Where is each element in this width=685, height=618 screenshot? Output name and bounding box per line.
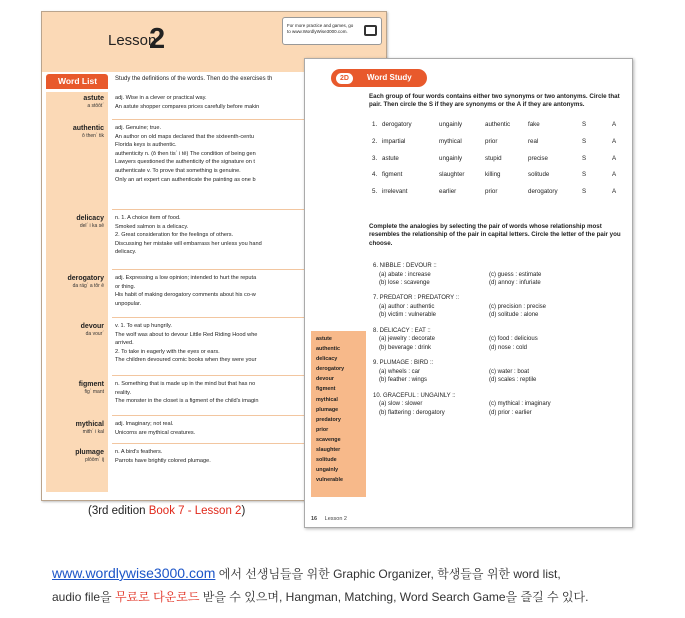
word-list-tab: Word List: [46, 74, 108, 89]
entry-word: authentic: [72, 125, 104, 132]
analogy-choice-d[interactable]: (d) scales : reptile: [489, 377, 537, 384]
entry-definition-line: 2. Great consideration for the feelings of others.: [115, 232, 234, 239]
word-study-tab: [331, 69, 427, 87]
entry-definition-line: n. 1. A choice item of food.: [115, 215, 181, 221]
caption-prefix: (3rd edition: [88, 505, 149, 517]
analogy-choice-a[interactable]: (a) slow : slower: [379, 401, 423, 408]
item-number: 1.: [372, 121, 378, 128]
description-line-1-text: 에서 선생님들을 위한 Graphic Organizer, 학생들을 위한 word list,: [215, 567, 561, 581]
choice-word[interactable]: astute: [382, 154, 399, 162]
edition-caption: [88, 505, 245, 517]
word-bank-item: authentic: [316, 346, 340, 353]
antonym-option[interactable]: A: [612, 154, 617, 162]
entry-word: derogatory: [67, 275, 104, 282]
word-study-page: [304, 58, 633, 528]
entry-word: delicacy: [76, 215, 104, 222]
word-bank-item: vulnerable: [316, 477, 343, 484]
word-bank-item: scavenge: [316, 436, 341, 443]
choice-word[interactable]: earlier: [439, 188, 457, 196]
analogy-choice-c[interactable]: (c) food : delicious: [489, 336, 538, 343]
entry-definition-line: Parrots have brightly colored plumage.: [115, 457, 211, 464]
entry-definition-line: His habit of making derogatory comments about his co-w: [115, 292, 256, 299]
entry-pronunciation: da räg´ a tôr ē: [72, 283, 104, 289]
choice-word[interactable]: prior: [485, 188, 498, 196]
entry-word: devour: [80, 323, 104, 330]
entry-definition-line: or thing.: [115, 283, 136, 290]
word-bank-item: ungainly: [316, 467, 339, 474]
analogy-choice-d[interactable]: (d) annoy : infuriate: [489, 280, 541, 286]
entry-pronunciation: fig´ mant: [84, 389, 104, 395]
item-number: 4.: [372, 171, 378, 179]
free-download-highlight: 무료로 다운로드: [114, 590, 200, 604]
choice-word[interactable]: solitude: [528, 171, 550, 179]
item-number: 5.: [372, 188, 378, 196]
analogy-choice-d[interactable]: (d) solitude : alone: [489, 312, 539, 319]
promo-line-2: to www.WordlyWise3000.com.: [287, 29, 348, 35]
synonym-option[interactable]: S: [582, 121, 587, 128]
description-line-2-b: 받을 수 있으며, Hangman, Matching, Word Search Game을 즐길 수 있다.: [199, 590, 589, 604]
word-study-title: Word Study: [367, 73, 412, 82]
description-line-2-a: audio file을: [52, 590, 115, 604]
analogy-stem: 9. PLUMAGE : BIRD ::: [373, 360, 434, 367]
analogy-choice-b[interactable]: (b) lose : scavenge: [379, 280, 430, 286]
analogy-instruction: Complete the analogies by selecting the pair of words whose relationship most resembles the relationship of the pair in capital letters. Circle the letter of the pair you choose.: [369, 223, 621, 247]
word-bank-item: mythical: [316, 396, 338, 403]
description-line-1: [52, 565, 561, 582]
entry-pronunciation: mith´ i kal: [82, 429, 104, 435]
entry-pronunciation: a stōōt´: [87, 103, 104, 109]
word-bank-item: plumage: [316, 406, 339, 413]
entry-pronunciation: da vour´: [85, 331, 104, 337]
lesson-number: 2: [149, 23, 166, 55]
analogy-stem: 10. GRACEFUL : UNGAINLY ::: [373, 392, 456, 399]
analogy-choice-c[interactable]: (c) water : boat: [489, 368, 530, 375]
analogy-choice-a[interactable]: (a) abate : increase: [379, 271, 431, 278]
synonym-option[interactable]: S: [582, 154, 587, 162]
analogy-stem: 6. NIBBLE : DEVOUR ::: [373, 263, 437, 269]
item-number: 2.: [372, 137, 378, 145]
entry-definition-line: adj. Genuine; true.: [115, 125, 162, 131]
entry-definition-line: The monster in the closet is a figment of the child's imagin: [115, 398, 259, 405]
synonym-instruction: Each group of four words contains either two synonyms or two antonyms. Circle that pair. Then circle the S if they are synonyms or the A if they are antonyms.: [369, 93, 620, 109]
entry-word: plumage: [75, 449, 104, 456]
entry-word: mythical: [75, 421, 104, 428]
promo-line-1: For more practice and games, go: [287, 23, 354, 28]
synonym-option[interactable]: S: [582, 171, 587, 179]
entry-definition-line: Only an art expert can authenticate the painting as one b: [115, 176, 256, 183]
word-list-instruction: Study the definitions of the words. Then do the exercises th: [115, 76, 273, 82]
analogy-choice-d[interactable]: (d) prior : earlier: [489, 409, 532, 416]
entry-definition-line: adj. Expressing a low opinion; intended to hurt the reputa: [115, 275, 257, 281]
entry-definition-line: authenticate v. To prove that something is genuine.: [115, 168, 241, 174]
word-bank-item: slaughter: [316, 447, 341, 454]
antonym-option[interactable]: A: [612, 188, 617, 196]
choice-word[interactable]: irrelevant: [382, 188, 408, 196]
analogy-stem: 7. PREDATOR : PREDATORY ::: [373, 295, 460, 302]
entry-word: astute: [83, 95, 104, 102]
lesson-label: Lesson: [108, 32, 157, 49]
entry-definition-line: adj. Imaginary; not real.: [115, 421, 174, 427]
description-line-2: [52, 588, 588, 605]
word-bank-item: solitude: [316, 457, 337, 464]
choice-word[interactable]: stupid: [485, 154, 502, 162]
choice-word[interactable]: ungainly: [439, 154, 463, 162]
analogy-choice-b[interactable]: (b) flattering : derogatory: [379, 409, 445, 416]
caption-suffix: ): [241, 505, 246, 517]
antonym-option[interactable]: A: [612, 137, 617, 145]
word-bank-item: astute: [316, 336, 332, 342]
analogy-choice-c[interactable]: (c) guess : estimate: [489, 271, 542, 278]
choice-word[interactable]: ungainly: [439, 121, 463, 128]
entry-definition-line: v. 1. To eat up hungrily.: [115, 323, 172, 329]
choice-word[interactable]: mythical: [439, 137, 462, 145]
choice-word[interactable]: slaughter: [439, 171, 465, 179]
entry-definition-line: arrived.: [115, 340, 134, 347]
analogy-choice-c[interactable]: (c) mythical : imaginary: [489, 401, 551, 408]
analogy-choice-a[interactable]: (a) wheels : car: [379, 368, 421, 375]
entry-definition-line: An author on old maps declared that the sixteenth-centu: [115, 133, 254, 140]
entry-definition-line: adj. Wise in a clever or practical way.: [115, 95, 207, 101]
entry-word: figment: [78, 381, 104, 388]
analogy-stem: 8. DELICACY : EAT ::: [373, 327, 431, 334]
entry-definition-line: reality.: [115, 389, 132, 396]
choice-word[interactable]: derogatory: [382, 121, 412, 128]
word-bank-item: derogatory: [316, 366, 345, 373]
entry-definition-line: delicacy.: [115, 249, 137, 256]
choice-word[interactable]: killing: [485, 171, 501, 179]
page-number: 16: [311, 516, 318, 522]
entry-definition-line: 2. To take in eagerly with the eyes or ears.: [115, 348, 220, 355]
synonym-option[interactable]: S: [582, 188, 587, 196]
choice-word[interactable]: fake: [528, 121, 540, 128]
right-page-footer: [311, 516, 347, 522]
analogy-choice-b[interactable]: (b) feather : wings: [379, 377, 428, 384]
item-number: 3.: [372, 154, 378, 162]
entry-definition-line: Unicorns are mythical creatures.: [115, 429, 196, 436]
entry-definition-line: n. A bird's feathers.: [115, 449, 163, 455]
analogy-choice-a[interactable]: (a) jewelry : decorate: [379, 336, 436, 343]
choice-word[interactable]: precise: [528, 154, 548, 162]
analogy-choice-b[interactable]: (b) beverage : drink: [379, 344, 432, 351]
footer-lesson-label: Lesson 2: [324, 516, 347, 522]
choice-word[interactable]: real: [528, 137, 539, 145]
analogy-choice-b[interactable]: (b) victim : vulnerable: [379, 312, 437, 319]
entry-definition-line: Florida keys is authentic.: [115, 142, 177, 149]
caption-book-lesson: Book 7 - Lesson 2: [148, 505, 242, 517]
entry-definition-line: n. Something that is made up in the mind but that has no: [115, 381, 256, 387]
choice-word[interactable]: impartial: [382, 137, 406, 145]
entry-definition-line: Smoked salmon is a delicacy.: [115, 223, 189, 230]
entry-definition-line: Lawyers questioned the authenticity of the signature on t: [115, 159, 255, 166]
word-study-number: 2D: [336, 73, 353, 84]
word-bank-item: prior: [316, 426, 329, 433]
antonym-option[interactable]: A: [612, 171, 617, 179]
choice-word[interactable]: authentic: [485, 121, 511, 128]
choice-word[interactable]: figment: [382, 171, 403, 179]
word-bank-item: predatory: [316, 416, 341, 423]
entry-definition-line: An astute shopper compares prices carefully before makin: [115, 103, 260, 110]
entry-pronunciation: del´ i ka sē: [79, 223, 104, 229]
entry-definition-line: Discussing her mistake will embarrass her unless you hand: [115, 240, 262, 247]
entry-pronunciation: plōōm´ ij: [85, 457, 104, 463]
analogy-choice-d[interactable]: (d) nose : cold: [489, 344, 528, 351]
word-bank-item: figment: [316, 386, 336, 393]
word-bank-item: delicacy: [316, 356, 338, 363]
entry-definition-line: unpopular.: [115, 300, 142, 307]
analogy-choice-c[interactable]: (c) precision : precise: [489, 303, 547, 310]
word-bank-column: [311, 331, 366, 497]
analogy-choice-a[interactable]: (a) author : authentic: [379, 303, 435, 310]
entry-pronunciation: ô then´ tik: [82, 133, 104, 139]
choice-word[interactable]: derogatory: [528, 188, 558, 196]
website-link[interactable]: www.wordlywise3000.com: [52, 565, 216, 581]
entry-definition-line: The children devoured comic books when they were your: [115, 357, 257, 364]
synonym-option[interactable]: S: [582, 137, 587, 145]
entry-definition-line: authenticity n. (ô then tis´ i tē) The condition of being gen: [115, 150, 256, 157]
antonym-option[interactable]: A: [612, 121, 617, 128]
promo-box: [282, 17, 382, 45]
word-bank-item: devour: [316, 376, 334, 383]
entry-definition-line: The wolf was about to devour Little Red Riding Hood whe: [115, 331, 258, 338]
choice-word[interactable]: prior: [485, 137, 498, 145]
monitor-icon: [364, 25, 377, 36]
